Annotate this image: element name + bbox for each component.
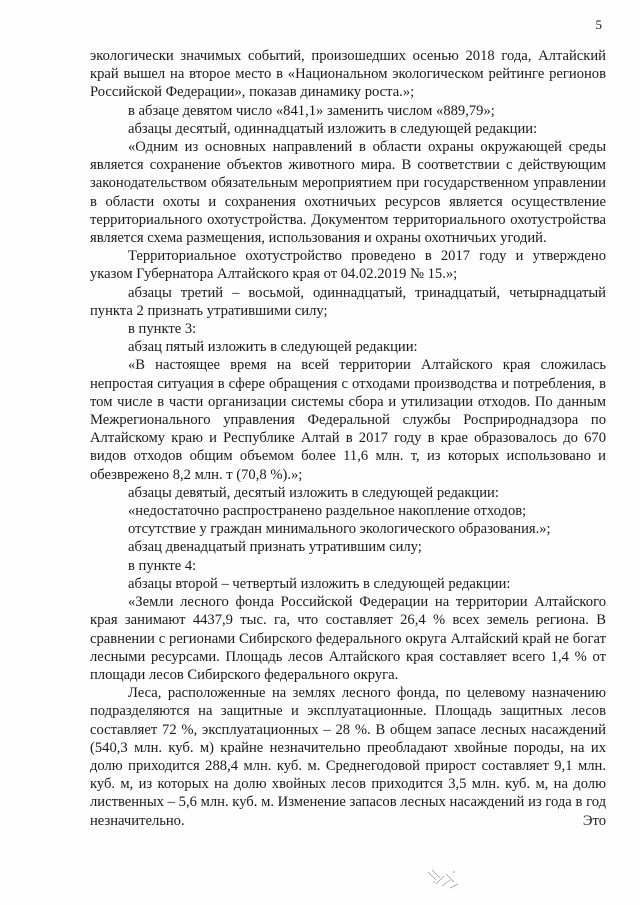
quoted-paragraph: Леса, расположенные на землях лесного фонда, по целевому назначению подразделяются на защитные и эксплуатационные. Площадь защитных лесов составляет 72 %, эксплуатационных – 28 %. В общем запасе лесных насаждений (540,3 млн. куб. м) крайне незначительно преобладают хвойные породы, на их долю приходится 288,4 млн. куб. м. Среднегодовой прирост составляет 9,1 млн. куб. м, из которых на долю хвойных лесов приходится 3,5 млн. куб. м, на долю лиственных – 5,6 млн. куб. м. Изменение запасов лесных насаждений из года в год незначительно. Это — [90, 685, 606, 829]
amendment-item: абзацы девятый, десятый изложить в следующей редакции: — [128, 484, 499, 501]
amendment-item: абзацы десятый, одиннадцатый изложить в следующей редакции: — [128, 120, 538, 137]
quoted-paragraph: «Земли лесного фонда Российской Федерации на территории Алтайского края занимают 4437,9 тыс. га, что составляет 26,4 % всех земель региона. В сравнении с регионами Сибирского федерального округа Алтайский край не богат лесными ресурсами. Площадь лесов Алтайского края составляет всего 1,4 % от площади лесов Сибирского федерального округа. — [90, 594, 606, 683]
amendment-item: абзацы третий – восьмой, одиннадцатый, тринадцатый, четырнадцатый пункта 2 признать утратившими силу; — [90, 284, 606, 319]
quoted-paragraph: Территориальное охотустройство проведено в 2017 году и утверждено указом Губернатора Алтайского края от 04.02.2019 № 15.»; — [90, 248, 606, 283]
amendment-item: в пункте 4: — [128, 557, 197, 574]
quoted-paragraph: «Одним из основных направлений в области охраны окружающей среды является сохранение объектов животного мира. В соответствии с действующим законодательством обязательным мероприятием при государственном управлении в области охоты и сохранения охотничьих ресурсов является осуществление территориального охотустройства. Документом территориального охотустройства является схема размещения, использования и охраны охотничьих угодий. — [90, 139, 606, 247]
amendment-item: в пункте 3: — [128, 321, 197, 338]
quoted-paragraph: «В настоящее время на всей территории Алтайского края сложилась непростая ситуация в сфере обращения с отходами производства и потребления, в том числе в части организации системы сбора и утилизации отходов. По данным Межрегионального управления Федеральной службы Росприроднадзора по Алтайскому краю и Республике Алтай в 2017 году в крае образовалось до 670 видов отходов общим объемом более 11,6 млн. т, из которых использовано и обезврежено 8,2 млн. т (70,8 %).»; — [90, 357, 606, 483]
signature-mark-icon — [424, 866, 464, 890]
amendment-item: абзац пятый изложить в следующей редакции: — [128, 339, 418, 356]
page-number: 5 — [595, 17, 602, 32]
document-body — [90, 47, 606, 830]
amendment-item: абзацы второй – четвертый изложить в следующей редакции: — [128, 575, 511, 592]
quoted-paragraph: «недостаточно распространено раздельное накопление отходов; — [128, 503, 527, 520]
amendment-item: в абзаце девятом число «841,1» заменить числом «889,79»; — [128, 102, 495, 119]
quoted-paragraph: отсутствие у граждан минимального экологического образования.»; — [128, 521, 551, 538]
paragraph-continuation: экологически значимых событий, произошедших осенью 2018 года, Алтайский край вышел на второе место в «Национальном экологическом рейтинге регионов Российской Федерации», показав динамику роста.»; — [90, 48, 606, 101]
amendment-item: абзац двенадцатый признать утратившим силу; — [128, 539, 422, 556]
